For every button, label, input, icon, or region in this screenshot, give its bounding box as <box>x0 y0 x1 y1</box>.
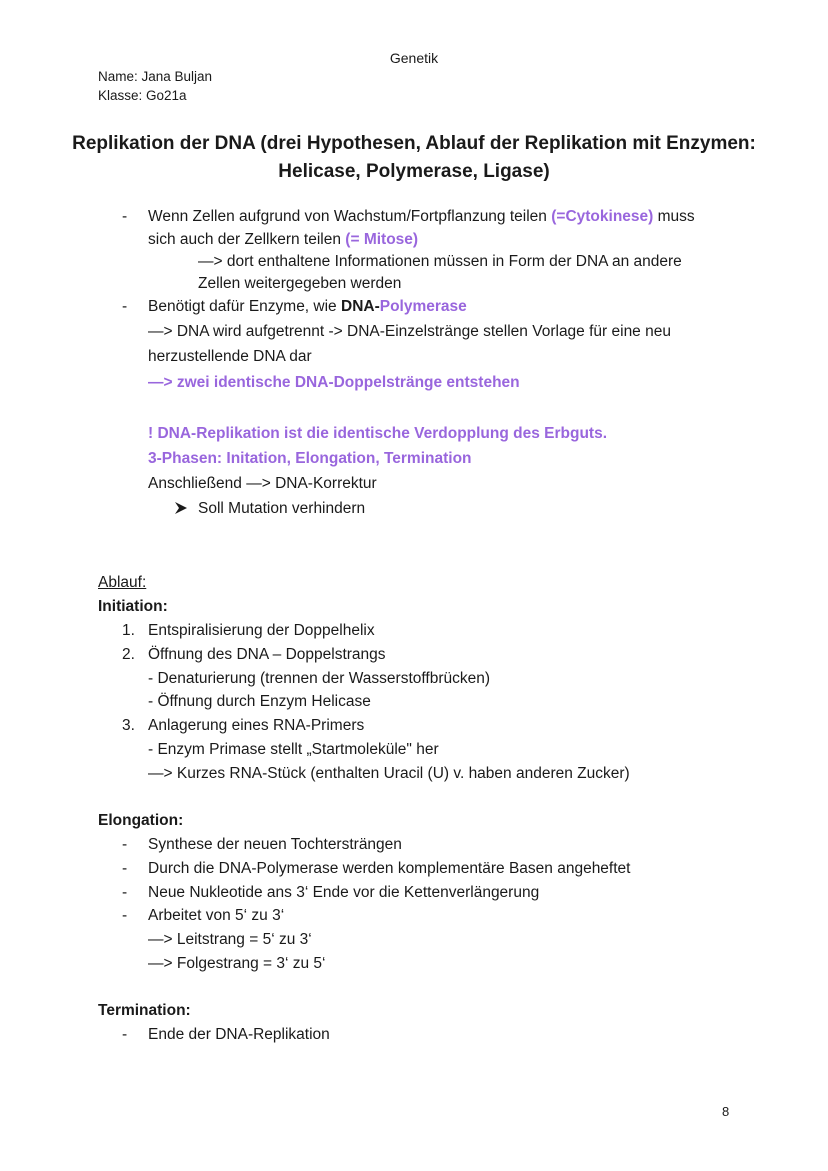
page-title: Replikation der DNA (drei Hypothesen, Ablauf der Replikation mit Enzymen: Helicase, Polymerase, Ligase) <box>72 133 756 182</box>
arrowhead-bullet-icon <box>174 501 188 515</box>
list-number: 3. <box>122 717 135 734</box>
intro-bullet2-line1: Benötigt dafür Enzyme, wie DNA-Polymerase <box>148 298 467 315</box>
bullet-dash: - <box>122 907 128 924</box>
note-replication-definition: ! DNA-Replikation ist die identische Verdopplung des Erbguts. <box>148 425 608 442</box>
student-name: Name: Jana Buljan <box>98 69 213 84</box>
initiation-step2: Öffnung des DNA – Doppelstrangs <box>148 646 386 663</box>
intro-bullet1-line3: —> dort enthaltene Informationen müssen in Form der DNA an andere <box>198 253 682 270</box>
elongation-heading: Elongation: <box>98 812 184 829</box>
document-header: Genetik <box>389 50 439 66</box>
initiation-step3: Anlagerung eines RNA-Primers <box>148 717 365 734</box>
note-phases: 3-Phasen: Initation, Elongation, Termination <box>148 450 472 467</box>
note-mutation: Soll Mutation verhindern <box>198 500 366 517</box>
intro-bullet2-line3: herzustellende DNA dar <box>148 348 312 365</box>
list-number: 2. <box>122 646 135 663</box>
elongation-item2: Durch die DNA-Polymerase werden komplementäre Basen angeheftet <box>148 860 631 877</box>
bullet-dash: - <box>122 860 128 877</box>
bullet-dash: - <box>122 836 128 853</box>
student-class: Klasse: Go21a <box>98 88 187 103</box>
intro-bullet2-line2: —> DNA wird aufgetrennt -> DNA-Einzelstränge stellen Vorlage für eine neu <box>148 323 671 340</box>
elongation-item1: Synthese der neuen Tochtersträngen <box>148 836 402 853</box>
page-number: 8 <box>722 1104 730 1119</box>
bullet-dash: - <box>122 884 128 901</box>
initiation-step2b: - Öffnung durch Enzym Helicase <box>148 693 371 710</box>
elongation-item4a: —> Leitstrang = 5‘ zu 3‘ <box>148 931 312 948</box>
ablauf-heading: Ablauf: <box>98 574 147 591</box>
initiation-step3a: - Enzym Primase stellt „Startmoleküle" her <box>148 741 439 758</box>
termination-heading: Termination: <box>98 1002 191 1019</box>
elongation-item4b: —> Folgestrang = 3‘ zu 5‘ <box>148 955 326 972</box>
initiation-heading: Initiation: <box>98 598 168 615</box>
note-korrektur: Anschließend —> DNA-Korrektur <box>148 475 377 492</box>
initiation-step1: Entspiralisierung der Doppelhelix <box>148 622 375 639</box>
list-number: 1. <box>122 622 135 639</box>
bullet-dash: - <box>122 298 128 315</box>
initiation-step2a: - Denaturierung (trennen der Wasserstoffbrücken) <box>148 670 491 687</box>
bullet-dash: - <box>122 1026 128 1043</box>
intro-bullet1-line4: Zellen weitergegeben werden <box>198 275 402 292</box>
elongation-item4: Arbeitet von 5‘ zu 3‘ <box>148 907 285 924</box>
intro-bullet1-line1: Wenn Zellen aufgrund von Wachstum/Fortpflanzung teilen (=Cytokinese) muss <box>148 208 695 225</box>
termination-item1: Ende der DNA-Replikation <box>148 1026 330 1043</box>
intro-bullet2-line4: —> zwei identische DNA-Doppelstränge entstehen <box>148 374 520 391</box>
elongation-item3: Neue Nukleotide ans 3‘ Ende vor die Kettenverlängerung <box>148 884 540 901</box>
intro-bullet1-line2: sich auch der Zellkern teilen (= Mitose) <box>148 231 419 248</box>
bullet-dash: - <box>122 208 128 225</box>
initiation-step3b: —> Kurzes RNA-Stück (enthalten Uracil (U) v. haben anderen Zucker) <box>148 765 630 782</box>
